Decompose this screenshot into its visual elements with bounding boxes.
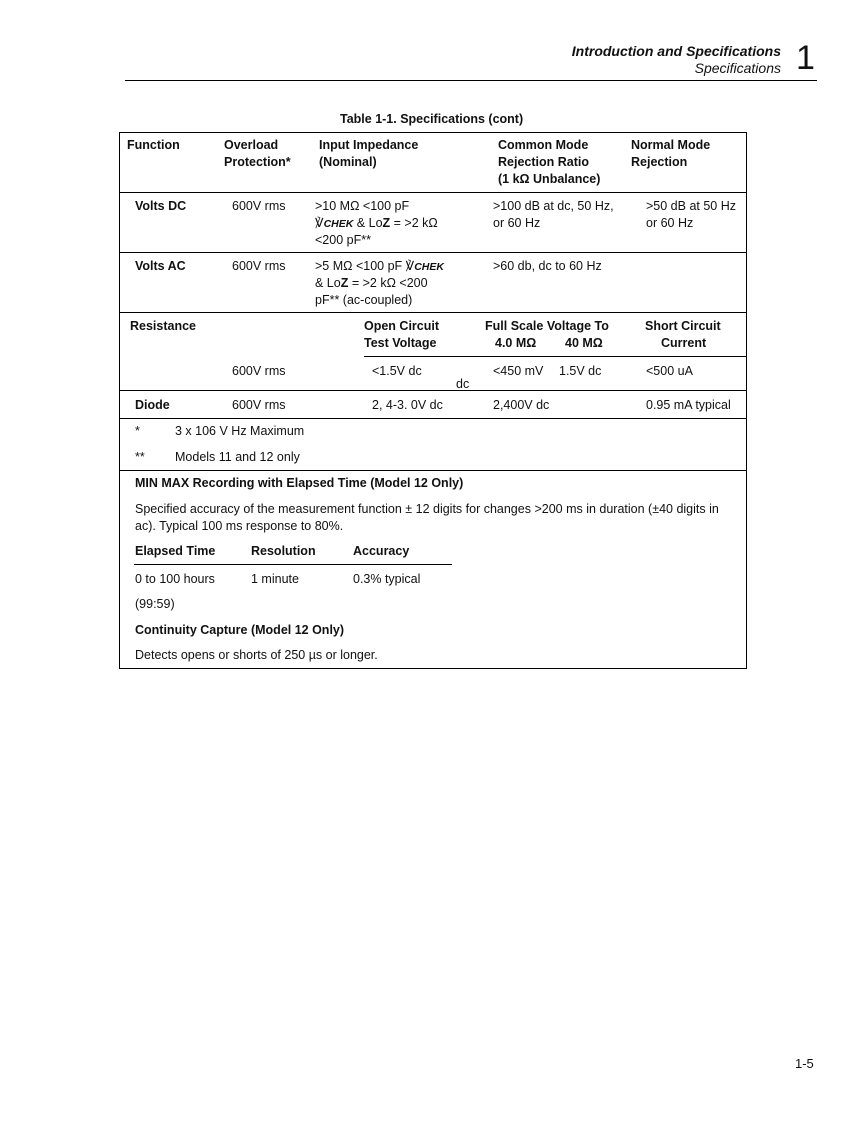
cell-value: >10 MΩ <100 pF — [315, 199, 410, 213]
cell-value: 0.3% typical — [353, 572, 421, 586]
row-divider — [119, 470, 747, 471]
col-header-full-scale: Full Scale Voltage To — [485, 319, 609, 333]
row-divider — [119, 390, 747, 391]
table-border-left — [119, 132, 120, 669]
col-header-overload: Protection* — [224, 155, 291, 169]
row-divider — [119, 192, 747, 193]
col-header-overload: Overload — [224, 138, 279, 152]
cell-value: (99:59) — [135, 597, 175, 611]
col-header-nmr: Normal Mode — [631, 138, 711, 152]
running-header-subtitle: Specifications — [694, 60, 781, 76]
continuity-title: Continuity Capture (Model 12 Only) — [135, 623, 345, 637]
running-header-title: Introduction and Specifications — [571, 43, 781, 59]
col-header-open-circuit: Open Circuit — [364, 319, 440, 333]
vchek-text: CHEK — [323, 218, 354, 230]
header-rule — [125, 80, 817, 81]
cell-value: <500 uA — [646, 364, 693, 378]
col-header-short-circuit: Current — [661, 336, 707, 350]
col-header-impedance: (Nominal) — [319, 155, 377, 169]
col-header-accuracy: Accuracy — [353, 544, 410, 558]
col-header-full-scale: 4.0 MΩ — [495, 336, 537, 350]
row-label-volts-ac: Volts AC — [135, 259, 186, 273]
cell-text: & Lo — [315, 276, 341, 290]
cell-value: 600V rms — [232, 199, 286, 213]
vchek-symbol-icon: ℣ — [315, 216, 324, 230]
cell-text: & Lo — [353, 216, 383, 230]
minmax-subheader-rule — [134, 564, 452, 565]
cell-value: <450 mV — [493, 364, 544, 378]
cell-value: 2, 4-3. 0V dc — [372, 398, 443, 412]
cell-value: 2,400V dc — [493, 398, 550, 412]
table-border-top — [119, 132, 747, 133]
cell-text: = >2 kΩ — [390, 216, 438, 230]
cell-value — [315, 258, 444, 276]
col-header-cmrr: Common Mode — [498, 138, 589, 152]
cell-text: >5 MΩ <100 pF — [315, 259, 406, 273]
cell-value: <1.5V dc — [372, 364, 422, 378]
cell-value: dc — [456, 377, 470, 391]
table-border-bottom — [119, 668, 747, 669]
cell-value: >60 db, dc to 60 Hz — [493, 259, 602, 273]
cell-text: Z — [340, 276, 349, 290]
cell-value: or 60 Hz — [493, 216, 541, 230]
row-label-resistance: Resistance — [130, 319, 197, 333]
footnote-mark: * — [135, 424, 140, 438]
row-divider — [119, 252, 747, 253]
footnote-text: 3 x 106 V Hz Maximum — [175, 424, 305, 438]
table-title: Table 1-1. Specifications (cont) — [340, 112, 524, 126]
cell-value — [315, 275, 428, 292]
row-divider — [119, 312, 747, 313]
cell-value: 1 minute — [251, 572, 299, 586]
cell-value: 600V rms — [232, 259, 286, 273]
row-label-diode: Diode — [135, 398, 170, 412]
cell-value: >50 dB at 50 Hz — [646, 199, 736, 213]
cell-value: 0.95 mA typical — [646, 398, 731, 412]
cell-value: 1.5V dc — [559, 364, 602, 378]
table-border-right — [746, 132, 747, 669]
col-header-open-circuit: Test Voltage — [364, 336, 437, 350]
vchek-symbol-icon: ℣ — [405, 259, 415, 273]
cell-value: 600V rms — [232, 398, 286, 412]
page-number: 1-5 — [795, 1056, 814, 1071]
col-header-function: Function — [127, 138, 180, 152]
minmax-title: MIN MAX Recording with Elapsed Time (Model 12 Only) — [135, 476, 464, 490]
minmax-description: ac). Typical 100 ms response to 80%. — [135, 519, 344, 533]
col-header-elapsed-time: Elapsed Time — [135, 544, 216, 558]
cell-value: 600V rms — [232, 364, 286, 378]
footnote-mark: ** — [135, 450, 145, 464]
col-header-cmrr: (1 kΩ Unbalance) — [498, 172, 601, 186]
resistance-subheader-rule — [364, 356, 746, 357]
row-divider — [119, 418, 747, 419]
cell-value: >100 dB at dc, 50 Hz, — [493, 199, 614, 213]
col-header-short-circuit: Short Circuit — [645, 319, 721, 333]
col-header-resolution: Resolution — [251, 544, 316, 558]
chapter-number: 1 — [796, 39, 815, 77]
cell-value: 0 to 100 hours — [135, 572, 215, 586]
cell-value: pF** (ac-coupled) — [315, 293, 413, 307]
col-header-impedance: Input Impedance — [319, 138, 419, 152]
col-header-cmrr: Rejection Ratio — [498, 155, 589, 169]
row-label-volts-dc: Volts DC — [135, 199, 187, 213]
col-header-full-scale: 40 MΩ — [565, 336, 603, 350]
cell-text: Z — [382, 216, 391, 230]
cell-text: = >2 kΩ <200 — [348, 276, 428, 290]
minmax-description: Specified accuracy of the measurement function ± 12 digits for changes >200 ms in duration (±40 digits in — [135, 502, 719, 516]
continuity-description: Detects opens or shorts of 250 µs or longer. — [135, 648, 378, 662]
vchek-text: CHEK — [414, 261, 444, 273]
cell-value: or 60 Hz — [646, 216, 694, 230]
cell-value: <200 pF** — [315, 233, 371, 247]
cell-value — [315, 215, 438, 233]
footnote-text: Models 11 and 12 only — [175, 450, 300, 464]
col-header-nmr: Rejection — [631, 155, 688, 169]
